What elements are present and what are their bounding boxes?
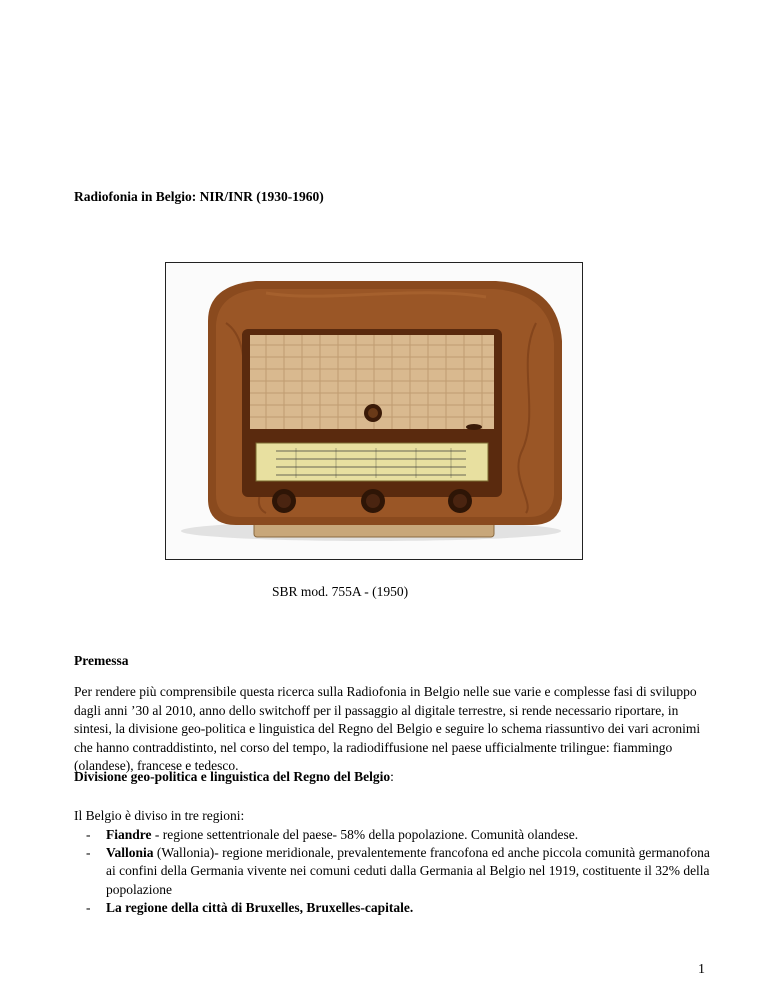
region-name: La regione della città di Bruxelles, Bruxelles-capitale.	[106, 899, 414, 915]
document-title: Radiofonia in Belgio: NIR/INR (1930-1960)	[74, 189, 324, 204]
list-item	[80, 844, 710, 899]
list-dash: -	[86, 845, 91, 861]
division-heading-colon: :	[390, 769, 394, 784]
list-dash: -	[86, 827, 91, 842]
list-dash: -	[86, 899, 91, 915]
premessa-paragraph: Per rendere più comprensibile questa ricerca sulla Radiofonia in Belgio nelle sue varie e complesse fasi di sviluppo dagli anni ’30 al 2010, anno dello switchoff per il passaggio al digitale terrestre, si rende necessario riportare, in sintesi, la divisione geo-politica e linguistica del Regno del Belgio e seguire lo schema riassuntivo dei vari acronimi che hanno contraddistinto, nel corso del tempo, la radiodiffusione nel paese ufficialmente trilingue: fiammingo (olandese), francese e tedesco.	[74, 684, 701, 774]
division-heading-text: Divisione geo-politica e linguistica del Regno del Belgio	[74, 769, 391, 784]
region-name: Fiandre	[106, 827, 152, 842]
region-name: Vallonia	[106, 845, 154, 861]
list-item	[80, 826, 710, 844]
radio-photo-frame	[165, 262, 583, 560]
figure-caption: SBR mod. 755A - (1950)	[272, 584, 409, 599]
section-heading-premessa: Premessa	[74, 653, 129, 668]
radio-photo	[166, 263, 582, 559]
regions-intro: Il Belgio è diviso in tre regioni:	[74, 808, 245, 823]
page-number: 1	[698, 962, 705, 977]
section-heading-division	[74, 769, 394, 785]
list-item	[80, 899, 710, 917]
regions-list	[80, 826, 710, 917]
region-text: (Wallonia)- regione meridionale, prevalentemente francofona ed anche piccola comunità germanofona ai confini della Germania vivente nei comuni ceduti dalla Germania al Belgio nel 1919, costituente il 32% della popolazione	[106, 845, 710, 897]
region-text: - regione settentrionale del paese- 58% della popolazione. Comunità olandese.	[151, 827, 579, 842]
